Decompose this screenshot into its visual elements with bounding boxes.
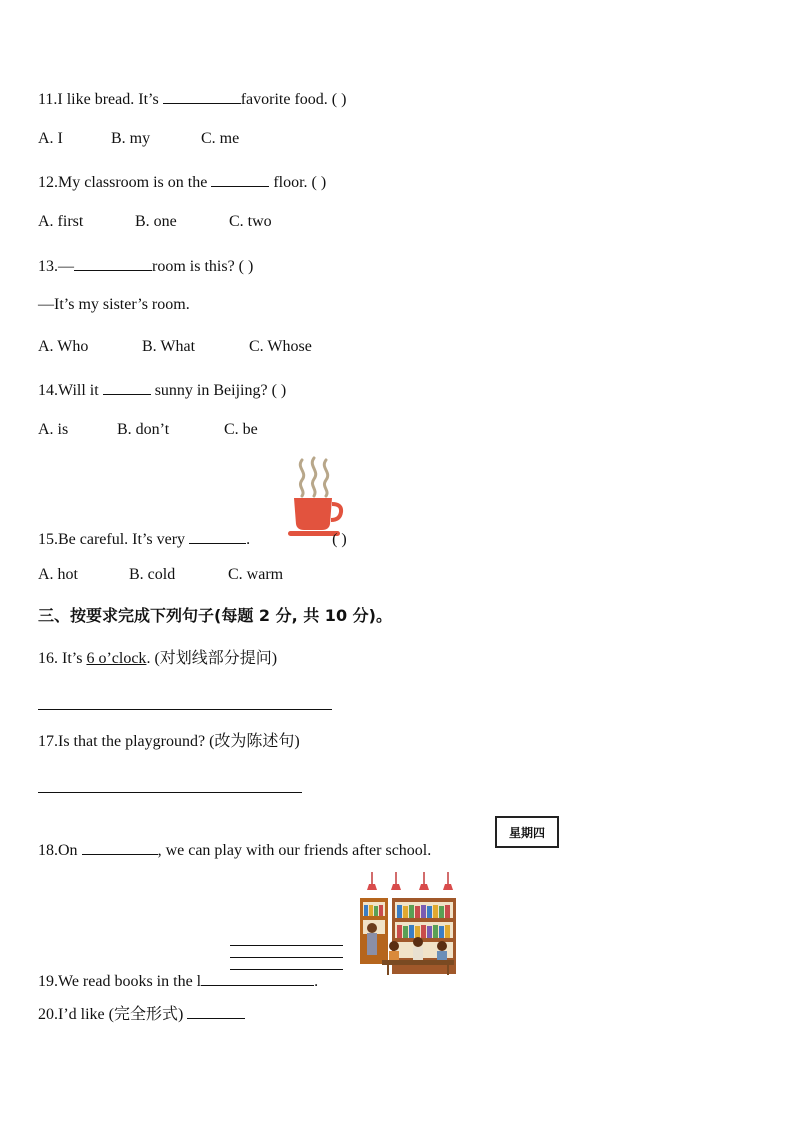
question-19 bbox=[38, 969, 318, 992]
question-12 bbox=[38, 170, 326, 193]
q18-prefix: 18.On bbox=[38, 842, 82, 859]
q13-blank[interactable] bbox=[74, 254, 152, 271]
q11-suffix: favorite food. ( ) bbox=[240, 91, 347, 108]
q12-option-a[interactable]: A. first bbox=[38, 213, 84, 230]
q14-prefix: 14.Will it bbox=[38, 382, 103, 399]
lamp-shade bbox=[443, 884, 453, 890]
question-16 bbox=[38, 649, 277, 669]
q20-blank[interactable] bbox=[187, 1002, 245, 1019]
q13-prefix: 13.— bbox=[38, 258, 74, 275]
lamp-shade bbox=[419, 884, 429, 890]
question-14 bbox=[38, 378, 286, 401]
q14-option-c[interactable]: C. be bbox=[224, 421, 258, 438]
q17-answer-line[interactable] bbox=[38, 792, 302, 793]
q19-prefix: 19.We read books in the l bbox=[38, 973, 202, 990]
q15-option-a[interactable]: A. hot bbox=[38, 566, 78, 583]
q19-hint-line bbox=[230, 945, 343, 946]
q12-prefix: 12.My classroom is on the bbox=[38, 174, 212, 191]
q11-prefix: 11.I like bread. It’s bbox=[38, 91, 163, 108]
q11-options bbox=[38, 129, 239, 149]
q16-answer-line[interactable] bbox=[38, 709, 332, 710]
q16-prefix: 16. It’s bbox=[38, 650, 87, 667]
q14-suffix: sunny in Beijing? ( ) bbox=[150, 382, 287, 399]
q15-paren: ( ) bbox=[332, 531, 347, 548]
q13-suffix: room is this? ( ) bbox=[152, 258, 254, 275]
cup-body bbox=[294, 498, 332, 530]
q12-blank[interactable] bbox=[211, 170, 269, 187]
q15-option-b[interactable]: B. cold bbox=[129, 566, 176, 583]
q13-option-c[interactable]: C. Whose bbox=[249, 338, 312, 355]
q16-suffix: . (对划线部分提问) bbox=[146, 650, 278, 667]
section-3-heading: 三、按要求完成下列句子(每题 2 分, 共 10 分)。 bbox=[38, 606, 392, 625]
reading-table bbox=[382, 960, 454, 965]
q13-option-b[interactable]: B. What bbox=[142, 338, 196, 355]
q14-options bbox=[38, 420, 258, 440]
steam-left bbox=[300, 460, 303, 496]
question-17: 17.Is that the playground? (改为陈述句) bbox=[38, 733, 300, 750]
q15-option-c[interactable]: C. warm bbox=[228, 566, 284, 583]
q19-blank[interactable] bbox=[201, 969, 314, 986]
q15-prefix: 15.Be careful. It’s very bbox=[38, 531, 190, 548]
q20-prefix: 20.I’d like (完全形式) bbox=[38, 1006, 188, 1023]
q13-option-a[interactable]: A. Who bbox=[38, 338, 89, 355]
q13-reply: —It’s my sister’s room. bbox=[38, 296, 190, 313]
lamp-shade bbox=[367, 884, 377, 890]
q11-blank[interactable] bbox=[163, 87, 241, 104]
q11-option-b[interactable]: B. my bbox=[111, 130, 151, 147]
q19-suffix: . bbox=[314, 973, 319, 990]
question-18 bbox=[38, 838, 431, 861]
library-scene-svg bbox=[358, 872, 458, 976]
steam-middle bbox=[312, 458, 315, 496]
q11-option-a[interactable]: A. I bbox=[38, 130, 63, 147]
question-20 bbox=[38, 1002, 245, 1025]
q15-options bbox=[38, 565, 283, 585]
q12-suffix: floor. ( ) bbox=[269, 174, 327, 191]
q19-hint-line bbox=[230, 957, 343, 958]
q14-blank[interactable] bbox=[103, 378, 151, 395]
q12-option-b[interactable]: B. one bbox=[135, 213, 177, 230]
q11-option-c[interactable]: C. me bbox=[201, 130, 240, 147]
lamp-shade bbox=[391, 884, 401, 890]
q14-option-a[interactable]: A. is bbox=[38, 421, 69, 438]
q18-suffix: , we can play with our friends after school. bbox=[157, 842, 432, 859]
question-13 bbox=[38, 254, 253, 277]
question-15 bbox=[38, 527, 347, 550]
q15-blank[interactable] bbox=[189, 527, 246, 544]
q12-options bbox=[38, 212, 272, 232]
cup-handle bbox=[331, 504, 341, 520]
question-11 bbox=[38, 87, 346, 110]
q14-option-b[interactable]: B. don’t bbox=[117, 421, 170, 438]
q12-option-c[interactable]: C. two bbox=[229, 213, 272, 230]
steam-right bbox=[324, 460, 327, 496]
q18-blank[interactable] bbox=[82, 838, 158, 855]
library-scene-illustration bbox=[358, 872, 458, 981]
q13-options bbox=[38, 337, 312, 357]
q16-underlined: 6 o’clock bbox=[86, 650, 147, 667]
q15-suffix: . bbox=[246, 531, 251, 548]
thursday-badge: 星期四 bbox=[495, 816, 559, 848]
